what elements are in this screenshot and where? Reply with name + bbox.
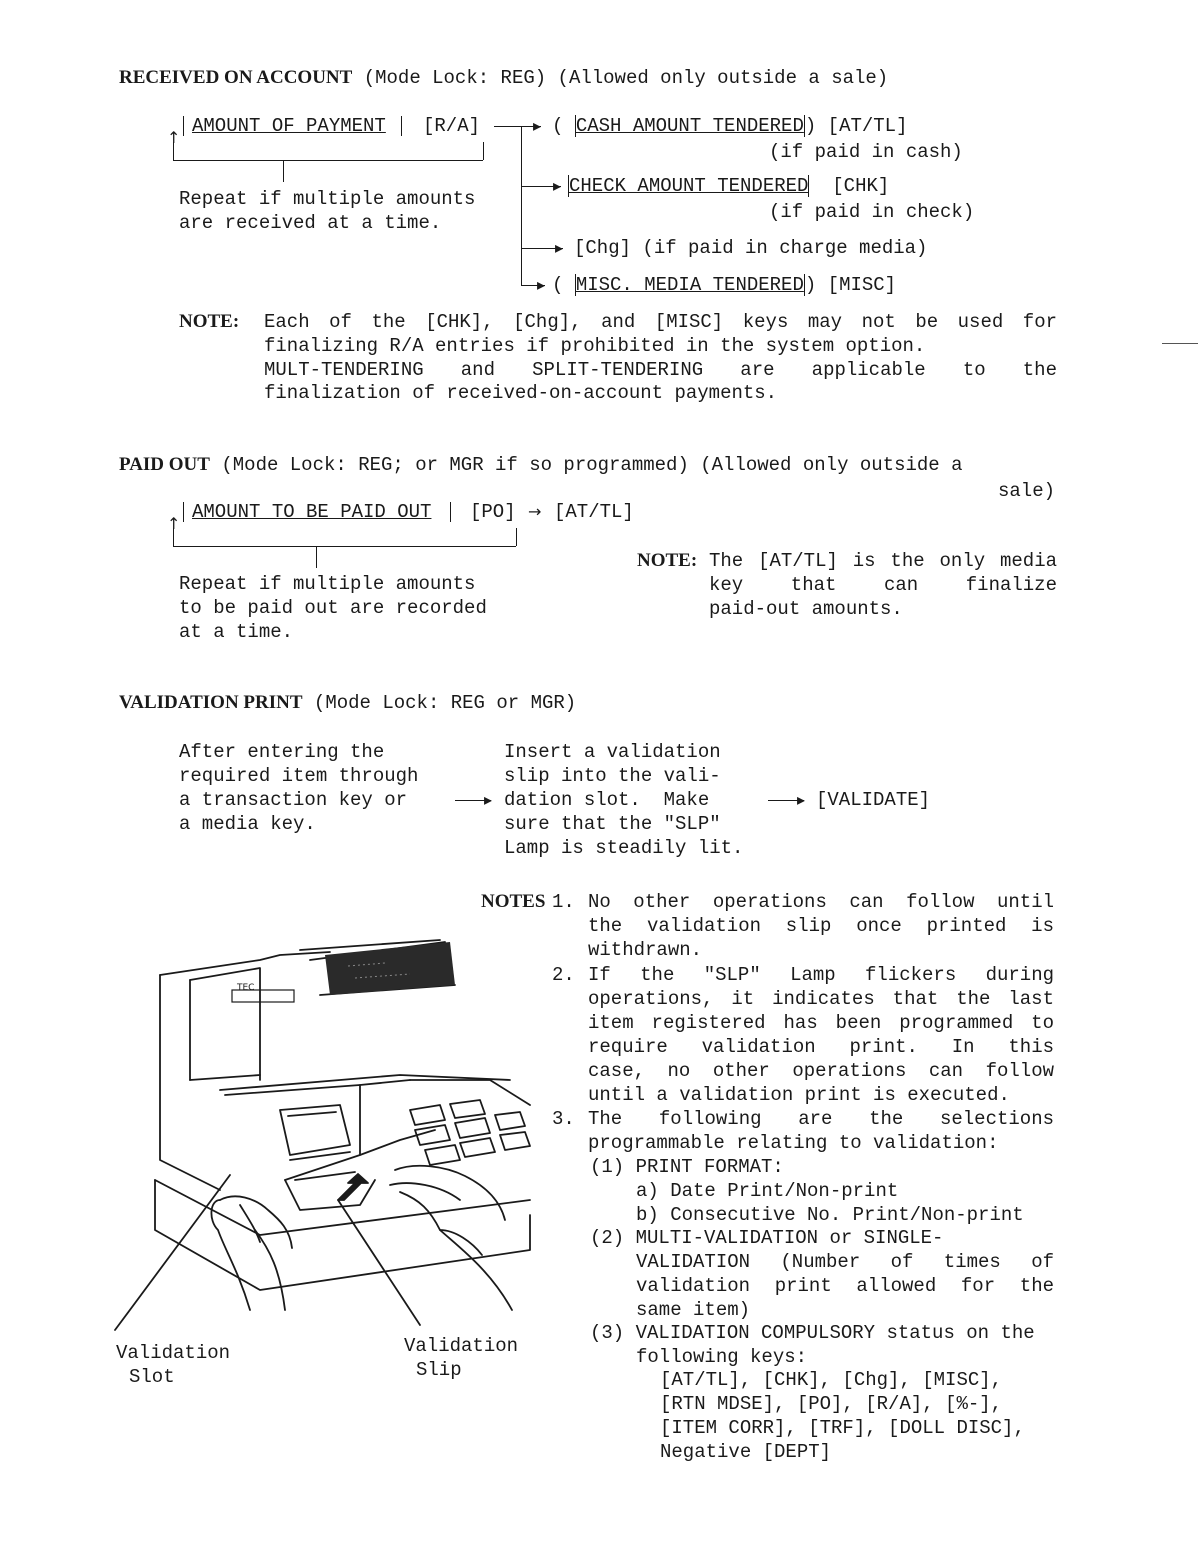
po-key: [PO] — [470, 501, 516, 523]
po-arrow-icon: → — [528, 502, 542, 521]
vp-fig-label-slot-2: Slot — [129, 1366, 175, 1388]
po-note-line-3: paid-out amounts. — [709, 598, 903, 620]
vp-note-3-line-2: programmable relating to validation: — [588, 1132, 999, 1154]
ra-cash-line: ( CASH AMOUNT TENDERED) [AT/TL] — [552, 115, 908, 137]
po-repeat-1: Repeat if multiple amounts — [179, 573, 476, 595]
vp-keys-line-3: [ITEM CORR], [TRF], [DOLL DISC], — [660, 1417, 1025, 1439]
vp-heading: VALIDATION PRINT — [119, 692, 303, 713]
ra-note-line-3: MULT-TENDERING and SPLIT-TENDERING are applicable to the — [264, 359, 1057, 381]
vp-arrow-1-icon: ▸ — [484, 790, 493, 809]
vp-fig-label-slip-2: Slip — [416, 1359, 462, 1381]
ra-cash-key: ) [AT/TL] — [804, 115, 908, 137]
slip-arrow-icon — [338, 1174, 368, 1200]
ra-check-key: [CHK] — [832, 175, 890, 197]
printer-cover — [280, 1105, 350, 1155]
ra-cash-note: (if paid in cash) — [769, 141, 963, 163]
po-loop-bottom — [173, 546, 516, 547]
vp-col1-3: a transaction key or — [179, 789, 408, 811]
ra-check-tendered: CHECK AMOUNT TENDERED — [569, 175, 809, 197]
po-title-line — [119, 453, 963, 477]
ra-key: [R/A] — [423, 115, 481, 137]
vp-sub-1a: a) Date Print/Non-print — [636, 1180, 899, 1202]
po-loop-stem — [316, 546, 317, 568]
ra-loop-bottom — [173, 160, 483, 161]
vp-col1-1: After entering the — [179, 741, 385, 763]
margin-mark — [1162, 343, 1198, 344]
vp-note-2-line-5: case, no other operations can follow — [588, 1060, 1054, 1082]
vp-arrow-2-icon: ▸ — [797, 790, 806, 809]
vp-note-1-line-1: No other operations can follow until — [588, 891, 1054, 913]
ra-amount-bar-left — [183, 116, 184, 136]
vp-sub-3: (3) VALIDATION COMPULSORY status on the — [590, 1322, 1035, 1344]
vp-sub-2-line-3: same item) — [636, 1299, 751, 1321]
left-hand-icon — [211, 1200, 250, 1310]
po-mode: (Mode Lock: REG; or MGR if so programmed) (Allowed only outside a — [209, 454, 963, 476]
vp-fig-label-slip-1: Validation — [404, 1335, 519, 1357]
vp-col1-4: a media key. — [179, 813, 316, 835]
po-note-line-2: key that can finalize — [709, 574, 1057, 596]
ra-arrow-1-icon: ▸ — [533, 116, 542, 135]
po-repeat-3: at a time. — [179, 621, 294, 643]
ra-branch-lead — [494, 126, 522, 127]
vp-title-line — [119, 691, 576, 715]
ra-cash-tendered: CASH AMOUNT TENDERED — [575, 115, 804, 137]
ra-note-line-4: finalization of received-on-account payments. — [264, 382, 778, 404]
ra-loop-stem — [283, 160, 284, 182]
vp-keys-line-4: Negative [DEPT] — [660, 1441, 832, 1463]
po-amount-bar-left — [183, 502, 184, 522]
vp-notes-label: NOTES — [481, 891, 546, 912]
vp-sub-1b: b) Consecutive No. Print/Non-print — [636, 1204, 1024, 1226]
ra-mode: (Mode Lock: REG) (Allowed only outside a sale) — [352, 67, 889, 89]
vp-note-2-line-2: operations, it indicates that the last — [588, 988, 1054, 1010]
ra-loop-right — [483, 142, 484, 160]
ra-branch-spine — [521, 126, 522, 286]
vp-sub-3-line-1: following keys: — [636, 1346, 808, 1368]
ra-amount-of-payment: AMOUNT OF PAYMENT — [192, 115, 386, 137]
ra-repeat-1: Repeat if multiple amounts — [179, 188, 476, 210]
ra-arrow-3-icon: ▸ — [555, 238, 564, 257]
ra-title-line — [119, 66, 888, 90]
vp-sub-2-line-2: validation print allowed for the — [636, 1275, 1054, 1297]
ra-misc-line: ( MISC. MEDIA TENDERED) [MISC] — [552, 274, 897, 296]
vp-col1-2: required item through — [179, 765, 419, 787]
vp-col2-5: Lamp is steadily lit. — [504, 837, 744, 859]
ra-amount-bar-right — [401, 116, 402, 136]
vp-sub-1: (1) PRINT FORMAT: — [590, 1156, 784, 1178]
vp-col2-1: Insert a validation — [504, 741, 721, 763]
validation-slot-outline — [285, 1180, 375, 1210]
ra-arrow-2-icon: ▸ — [553, 176, 562, 195]
vp-col2-4: sure that the "SLP" — [504, 813, 721, 835]
vp-note-2-line-6: until a validation print is executed. — [588, 1084, 1010, 1106]
po-heading: PAID OUT — [119, 454, 210, 475]
vp-sub-2: (2) MULTI-VALIDATION or SINGLE- — [590, 1227, 944, 1249]
vp-note-3-num: 3. — [552, 1108, 575, 1130]
vp-note-1-line-3: withdrawn. — [588, 939, 703, 961]
vp-note-2-num: 2. — [552, 964, 575, 986]
vp-key: [VALIDATE] — [816, 789, 931, 811]
ra-repeat-2: are received at a time. — [179, 212, 442, 234]
po-mode-cont: sale) — [998, 480, 1056, 502]
ra-heading: RECEIVED ON ACCOUNT — [119, 67, 353, 88]
vp-note-2-line-4: require validation print. In this — [588, 1036, 1054, 1058]
vp-note-3-line-1: The following are the selections — [588, 1108, 1054, 1130]
ra-misc-key: ) [MISC] — [804, 274, 897, 296]
po-amount-bar-right — [450, 502, 451, 522]
vp-mode: (Mode Lock: REG or MGR) — [302, 692, 577, 714]
po-amount: AMOUNT TO BE PAID OUT — [192, 501, 432, 523]
cash-register-illustration — [110, 930, 550, 1350]
vp-sub-2-line-1: VALIDATION (Number of times of — [636, 1251, 1054, 1273]
po-repeat-2: to be paid out are recorded — [179, 597, 487, 619]
vp-col2-2: slip into the vali- — [504, 765, 721, 787]
vp-note-1-line-2: the validation slip once printed is — [588, 915, 1054, 937]
po-note-label: NOTE: — [637, 550, 698, 571]
ra-check-line — [568, 174, 889, 198]
po-loop-right — [516, 528, 517, 546]
slot-pointer-line — [115, 1175, 230, 1330]
vp-note-2-line-1: If the "SLP" Lamp flickers during — [588, 964, 1054, 986]
vp-col2-3: dation slot. Make — [504, 789, 710, 811]
vp-note-2-line-3: item registered has been programmed to — [588, 1012, 1054, 1034]
ra-note-line-1: Each of the [CHK], [Chg], and [MISC] keys may not be used for — [264, 311, 1057, 333]
vp-keys-line-2: [RTN MDSE], [PO], [R/A], [%-], — [660, 1393, 1003, 1415]
ra-loop-arrow-up-icon: ↑ — [167, 128, 181, 147]
ra-note-line-2: finalizing R/A entries if prohibited in the system option. — [264, 335, 926, 357]
vp-fig-label-slot-1: Validation — [116, 1342, 231, 1364]
ra-misc-tendered: MISC. MEDIA TENDERED — [575, 274, 804, 296]
po-note-line-1: The [AT/TL] is the only media — [709, 550, 1057, 572]
ra-arrow-4-icon: ▸ — [537, 275, 546, 294]
ra-note-label: NOTE: — [179, 311, 240, 332]
po-arrow-key: [AT/TL] — [554, 501, 634, 523]
po-loop-arrow-up-icon: ↑ — [167, 514, 181, 533]
vp-note-1-num: 1. — [552, 891, 575, 913]
ra-chg: [Chg] (if paid in charge media) — [574, 237, 928, 259]
register-brand-logo: TEC — [237, 983, 255, 993]
vp-keys-line-1: [AT/TL], [CHK], [Chg], [MISC], — [660, 1369, 1003, 1391]
ra-check-note: (if paid in check) — [769, 201, 975, 223]
